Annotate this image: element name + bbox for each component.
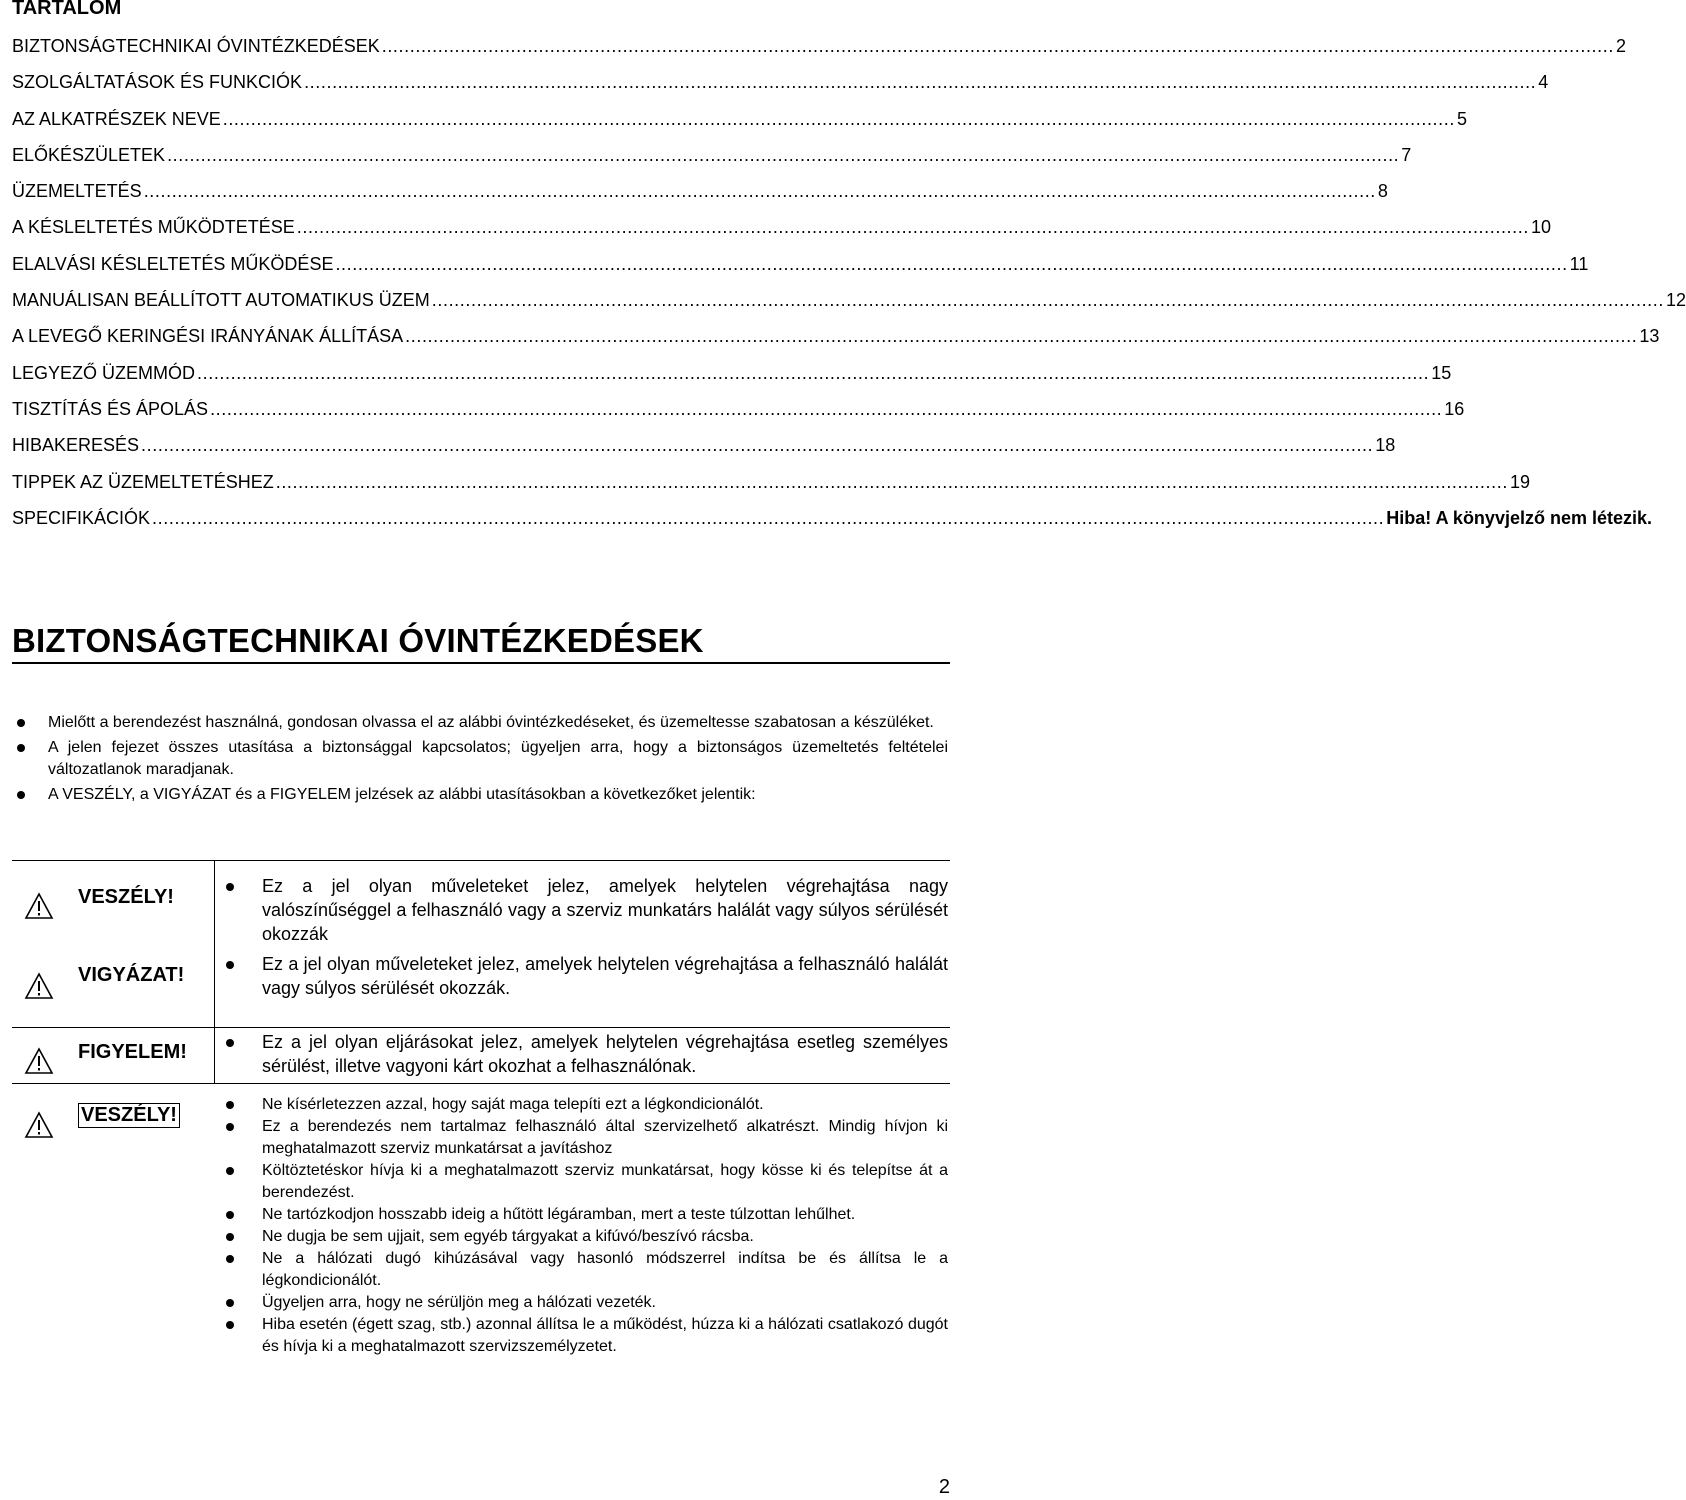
toc-entry-page: 13 [1639,326,1660,347]
toc-entry-label: ELŐKÉSZÜLETEK [12,144,166,165]
toc-entry[interactable] [12,70,1549,106]
bullet-icon [226,1039,234,1047]
list-item-text: Ne dugja be sem ujjait, sem egyéb tárgyakat a kifúvó/beszívó rácsba. [262,1228,754,1245]
toc-entry[interactable] [12,397,1465,433]
toc-entry-page: 5 [1456,108,1467,129]
intro-item-text: Mielőtt a berendezést használná, gondosan olvassa el az alábbi óvintézkedéseket, és üzemeltesse szabatosan a készüléket. [48,714,934,731]
bullet-icon [226,1101,234,1109]
toc-entry-page: 16 [1444,398,1465,419]
toc-leader-dots: ............................................................................................................................................................................................................................ [381,36,1614,56]
sign-term: VESZÉLY! [78,1103,180,1128]
toc-entry[interactable] [12,361,1452,397]
toc-leader-dots: ............................................................................................................................................................................................................................ [222,108,1455,129]
toc-leader-dots: ............................................................................................................................................................................................................................ [152,507,1385,528]
toc-leader-dots: ............................................................................................................................................................................................................................ [304,72,1537,93]
toc-entry[interactable] [12,324,1660,360]
bullet-icon [226,1123,234,1131]
toc-leader-dots: ............................................................................................................................................................................................................................ [210,398,1443,419]
list-item-text: Költöztetéskor hívja ki a meghatalmazott szerviz munkatársat, hogy kösse ki és telepítse át a berendezést. [262,1162,948,1201]
warning-triangle-icon [24,892,54,925]
toc-entry-page: 4 [1538,72,1549,93]
list-item [226,1226,948,1248]
list-item-text: Hiba esetén (égett szag, stb.) azonnal állítsa le a működést, húzza ki a hálózati csatlakozó dugót és hívja ki a meghatalmazott szervizszemélyzetet. [262,1316,948,1355]
sign-description-text: Ez a jel olyan műveleteket jelez, amelyek helytelen végrehajtása nagy valószínűséggel a felhasználó vagy a szerviz munkatárs halálát vagy súlyos sérülését okozzák [262,876,948,944]
list-item [226,1160,948,1204]
list-item-text: Ügyeljen arra, hogy ne sérüljön meg a hálózati vezeték. [262,1294,656,1311]
bullet-icon [226,1233,234,1241]
list-item [226,1248,948,1292]
toc-leader-dots: ............................................................................................................................................................................................................................ [143,181,1376,202]
intro-list [12,712,948,809]
toc-entry[interactable] [12,252,1589,288]
list-item [226,1314,948,1358]
toc-leader-dots: ............................................................................................................................................................................................................................ [141,435,1374,456]
bullet-icon [226,1299,234,1307]
toc-entry-label: A LEVEGŐ KERINGÉSI IRÁNYÁNAK ÁLLÍTÁSA [12,326,404,347]
intro-item-text: A jelen fejezet összes utasítása a biztonsággal kapcsolatos; ügyeljen arra, hogy a biztonságos üzemeltetés feltételei változatlanok maradjanak. [48,739,948,778]
toc-entry-label: BIZTONSÁGTECHNIKAI ÓVINTÉZKEDÉSEK [12,36,380,56]
toc-leader-dots: ............................................................................................................................................................................................................................ [431,290,1664,311]
toc-entry[interactable] [12,179,1388,215]
table-divider [214,860,215,1083]
toc-entry[interactable] [12,143,1412,179]
toc-entry-page: 11 [1569,253,1589,274]
toc-entry[interactable] [12,107,1467,143]
sign-description [226,952,948,1000]
page-number: 2 [938,1476,950,1498]
toc-entry-label: SZOLGÁLTATÁSOK ÉS FUNKCIÓK [12,72,303,93]
toc-entry-page: 15 [1431,362,1452,383]
bullet-icon [17,719,25,727]
toc-entry[interactable] [12,34,1626,70]
toc-leader-dots: ............................................................................................................................................................................................................................ [275,471,1508,492]
toc-leader-dots: ............................................................................................................................................................................................................................ [335,253,1568,274]
toc-entry-page: 19 [1509,471,1530,492]
table-rule [12,860,950,861]
sign-term: FIGYELEM! [78,1041,187,1063]
toc-entry-page: 7 [1401,144,1412,165]
toc-entry-page: 10 [1530,217,1551,238]
bullet-icon [226,883,234,891]
toc-entry[interactable] [12,288,1686,324]
toc-entry-label: TIPPEK AZ ÜZEMELTETÉSHEZ [12,471,274,492]
warning-triangle-icon [24,1111,54,1144]
intro-item [12,737,948,781]
bullet-icon [226,1211,234,1219]
toc-leader-dots: ............................................................................................................................................................................................................................ [296,217,1529,238]
list-item-text: Ne kísérletezzen azzal, hogy saját maga telepíti ezt a légkondicionálót. [262,1096,764,1113]
sign-description [226,1030,948,1078]
toc-title: TARTALOM [12,0,122,19]
heading-underline [12,662,950,664]
list-item [226,1094,948,1116]
toc-entry-label: HIBAKERESÉS [12,435,140,456]
intro-item-text: A VESZÉLY, a VIGYÁZAT és a FIGYELEM jelzések az alábbi utasításokban a következőket jelentik: [48,786,756,803]
bullet-icon [226,1167,234,1175]
table-rule [12,1027,950,1028]
toc-entry-label: AZ ALKATRÉSZEK NEVE [12,108,221,129]
toc-entry-label: MANUÁLISAN BEÁLLÍTOTT AUTOMATIKUS ÜZEM [12,290,430,311]
intro-item [12,712,948,734]
list-item-text: Ne tartózkodjon hosszabb ideig a hűtött légáramban, mert a teste túlzottan lehűlhet. [262,1206,856,1223]
toc-entry-page-error: Hiba! A könyvjelző nem létezik. [1386,507,1653,528]
toc-entry[interactable] [12,506,1653,542]
toc-entry-label: SPECIFIKÁCIÓK [12,507,151,528]
list-item [226,1292,948,1314]
section-heading: BIZTONSÁGTECHNIKAI ÓVINTÉZKEDÉSEK [12,622,704,659]
warning-triangle-icon [24,1047,54,1080]
bullet-icon [226,1255,234,1263]
sign-description [226,874,948,946]
toc-leader-dots: ............................................................................................................................................................................................................................ [167,144,1400,165]
list-item-text: Ez a berendezés nem tartalmaz felhasználó által szervizelhető alkatrészt. Mindig hívjon ki meghatalmazott szerviz munkatársat a javításhoz [262,1118,948,1157]
toc-entry-page: 18 [1375,435,1396,456]
sign-description-item [226,1030,948,1078]
toc-entry[interactable] [12,470,1530,506]
bullet-icon [226,961,234,969]
toc-entry-page: 8 [1377,181,1388,202]
bullet-icon [17,744,25,752]
list-item [226,1204,948,1226]
bullet-icon [226,1321,234,1329]
toc-leader-dots: ............................................................................................................................................................................................................................ [197,362,1430,383]
toc-leader-dots: ............................................................................................................................................................................................................................ [405,326,1638,347]
toc-entry[interactable] [12,433,1396,469]
sign-description-text: Ez a jel olyan műveleteket jelez, amelyek helytelen végrehajtása a felhasználó halálát vagy súlyos sérülését okozzák. [262,954,948,998]
sign-description-text: Ez a jel olyan eljárásokat jelez, amelyek helytelen végrehajtása esetleg személyes sérülést, illetve vagyoni kárt okozhat a felhasználónak. [262,1032,948,1076]
list-item [226,1116,948,1160]
bullet-icon [17,791,25,799]
toc-entry-label: LEGYEZŐ ÜZEMMÓD [12,362,196,383]
list-item-text: Ne a hálózati dugó kihúzásával vagy hasonló módszerrel indítsa be és állítsa le a légkondicionálót. [262,1250,948,1289]
toc-entry[interactable] [12,215,1551,251]
toc-entry-label: A KÉSLELTETÉS MŰKÖDTETÉSE [12,217,295,238]
toc-entry-label: ÜZEMELTETÉS [12,181,142,202]
sign-term: VESZÉLY! [78,886,174,908]
toc-entry-page: 2 [1615,36,1626,56]
danger-instructions-list [226,1094,948,1358]
sign-description-item [226,874,948,946]
toc-entry-label: TISZTÍTÁS ÉS ÁPOLÁS [12,398,209,419]
toc-entry-page: 12 [1665,290,1686,311]
warning-triangle-icon [24,972,54,1005]
sign-term: VIGYÁZAT! [78,964,185,986]
table-of-contents [12,34,1686,542]
table-rule [12,1083,950,1084]
intro-item [12,784,948,806]
toc-entry-label: ELALVÁSI KÉSLELTETÉS MŰKÖDÉSE [12,253,334,274]
sign-description-item [226,952,948,1000]
